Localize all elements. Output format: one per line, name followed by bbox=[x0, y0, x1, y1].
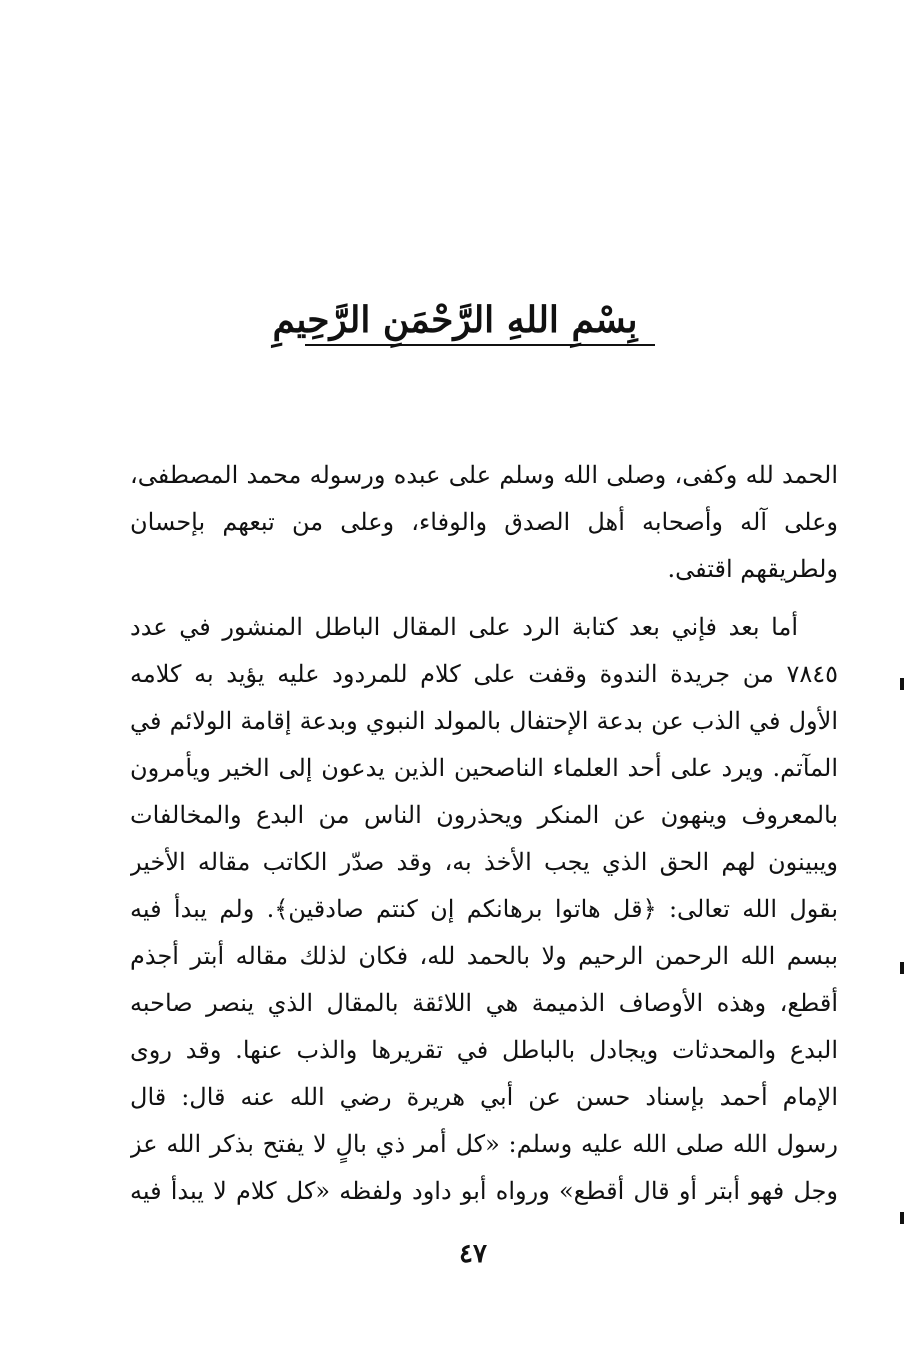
text-line: ٧٨٤٥ من جريدة الندوة وقفت على كلام للمردود عليه يؤيد به كلامه bbox=[130, 660, 838, 688]
text-line: الحمد لله وكفى، وصلى الله وسلم على عبده ورسوله محمد المصطفى، bbox=[130, 461, 838, 489]
margin-mark bbox=[900, 678, 904, 690]
margin-mark bbox=[900, 962, 904, 974]
text-line: ببسم الله الرحمن الرحيم ولا بالحمد لله، فكان لذلك مقاله أبتر أجذم bbox=[130, 942, 838, 970]
text-line: وعلى آله وأصحابه أهل الصدق والوفاء، وعلى من تبعهم بإحسان bbox=[130, 508, 838, 536]
margin-mark bbox=[900, 1212, 904, 1224]
text-line: ولطريقهم اقتفى. bbox=[667, 555, 838, 583]
text-line: ويبينون لهم الحق الذي يجب الأخذ به، وقد صدّر الكاتب مقاله الأخير bbox=[130, 848, 838, 876]
text-line: بقول الله تعالى: ﴿قل هاتوا برهانكم إن كنتم صادقين﴾. ولم يبدأ فيه bbox=[130, 895, 838, 923]
text-line: رسول الله صلى الله عليه وسلم: «كل أمر ذي بالٍ لا يفتح بذكر الله عز bbox=[130, 1130, 838, 1158]
text-line: الإمام أحمد بإسناد حسن عن أبي هريرة رضي الله عنه قال: قال bbox=[130, 1083, 838, 1111]
text-line: المآتم. ويرد على أحد العلماء الناصحين الذين يدعون إلى الخير ويأمرون bbox=[130, 754, 838, 782]
basmala-heading: بِسْمِ اللهِ الرَّحْمَنِ الرَّحِيمِ bbox=[272, 299, 638, 341]
text-line: الأول في الذب عن بدعة الإحتفال بالمولد النبوي وبدعة إقامة الولائم في bbox=[130, 707, 838, 735]
paragraph-body bbox=[130, 604, 838, 1215]
text-line: وجل فهو أبتر أو قال أقطع» ورواه أبو داود ولفظه «كل كلام لا يبدأ فيه bbox=[130, 1177, 838, 1205]
page-number: ٤٧ bbox=[459, 1239, 487, 1269]
paragraph-opening bbox=[130, 452, 838, 593]
basmala-underline bbox=[305, 344, 655, 346]
text-line: أما بعد فإني بعد كتابة الرد على المقال الباطل المنشور في عدد bbox=[130, 613, 798, 641]
text-line: بالمعروف وينهون عن المنكر ويحذرون الناس من البدع والمخالفات bbox=[130, 801, 838, 829]
text-line: البدع والمحدثات ويجادل بالباطل في تقريرها والذب عنها. وقد روى bbox=[130, 1036, 838, 1064]
text-line: أقطع، وهذه الأوصاف الذميمة هي اللائقة بالمقال الذي ينصر صاحبه bbox=[130, 989, 838, 1017]
